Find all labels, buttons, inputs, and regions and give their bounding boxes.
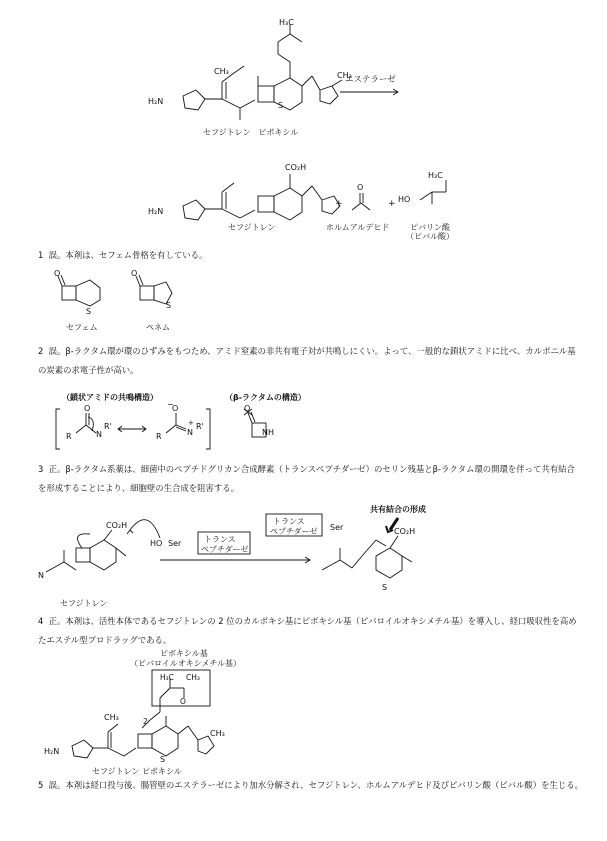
penem-s: S: [166, 301, 172, 310]
pivoxil-group-sub: （ピバロイルオキシメチル基）: [130, 659, 242, 668]
lactam-title: （β-ラクタムの構造）: [225, 393, 306, 402]
penem-label: ペネム: [146, 323, 170, 332]
product-name-formaldehyde: ホルムアルデヒド: [326, 223, 390, 232]
pivoxil-compound-name: セフジトレン ピボキシル: [92, 767, 182, 776]
pivoxil-ch3-3: CH₃: [210, 729, 225, 738]
pivoxil-s: S: [160, 755, 166, 764]
h2n-label-2: H₂N: [148, 207, 164, 216]
item-5-text: 誤。本剤は経口投与後、腸管壁のエステラーゼにより加水分解され、セフジトレン、ホルムアルデヒド及びピバリン酸（ピバル酸）を生じる。: [48, 780, 583, 790]
h2n-label: H₂N: [148, 97, 164, 106]
h3c-label: H₃C: [279, 18, 294, 27]
item-3-num: 3: [38, 464, 44, 474]
enzyme-box-1-line2: ペプチダーゼ: [201, 545, 249, 554]
resonance-n-1: N: [96, 430, 102, 439]
item-4-text: 正。本剤は、活性本体であるセフジトレンの 2 位のカルボキシ基にピボキシル基（ピバロイルオキシメチル基）を導入し、経口吸収性を高めたエステル型プロドラッグである。: [38, 616, 577, 645]
enzyme-box-2-line1: トランス: [273, 517, 305, 526]
product-name-cefditoren: セフジトレン: [228, 223, 276, 232]
resonance-structures: [0, 400, 607, 455]
product-structures: [0, 148, 607, 248]
item-4: [38, 612, 583, 650]
enzyme-box-1-line1: トランス: [204, 535, 236, 544]
item-1-text: 誤。本剤は、セフェム骨格を有している。: [48, 250, 208, 260]
item-4-num: 4: [38, 616, 44, 626]
mech-ser-2: Ser: [330, 523, 344, 532]
resonance-plus: +: [188, 419, 194, 427]
resonance-minus: −: [167, 400, 174, 409]
resonance-o-2: O: [172, 404, 179, 413]
reactant-name: セフジトレン ピボキシル: [203, 128, 299, 137]
covalent-label: 共有結合の形成: [370, 505, 426, 514]
item-2: [38, 342, 583, 380]
skeleton-structures: [0, 268, 607, 338]
o-label: O: [357, 183, 364, 192]
cephem-label: セフェム: [66, 323, 98, 332]
esterase-label: エステラーゼ: [345, 75, 396, 85]
item-1: [38, 246, 583, 265]
reactant-structure: [0, 0, 607, 150]
ch3-label-2: CH₃: [337, 71, 352, 80]
mechanism-scheme: [0, 500, 607, 610]
pivoxil-h3c: H₃C: [160, 673, 174, 682]
pivoxil-group-label: ピボキシル基: [160, 649, 208, 658]
chain-amide-title: （鎖状アミドの共鳴構造）: [62, 393, 158, 402]
h3c-label-2: H₃C: [428, 171, 443, 180]
resonance-rprime-2: R': [196, 422, 204, 431]
mech-right-s: S: [382, 583, 388, 592]
item-5-num: 5: [38, 780, 44, 790]
item-5: [38, 776, 583, 795]
resonance-r-1: R: [66, 432, 72, 441]
resonance-rprime-1: R': [104, 422, 112, 431]
resonance-r-2: R: [156, 432, 162, 441]
pivoxil-o: O: [180, 697, 186, 706]
item-2-num: 2: [38, 346, 44, 356]
mech-left-co2h: CO₂H: [106, 521, 128, 530]
pivoxil-structure: [0, 668, 607, 778]
resonance-o-1: O: [84, 404, 91, 413]
lactam-o: O: [244, 404, 251, 413]
pivoxil-num2: 2: [143, 717, 148, 726]
pivoxil-h2n: H₂N: [44, 747, 60, 756]
mech-ho: HO: [150, 539, 163, 548]
cephem-o: O: [54, 269, 61, 278]
co2h-label: CO₂H: [285, 163, 307, 172]
mech-drug-name: セフジトレン: [60, 599, 108, 608]
item-3: [38, 460, 583, 498]
product-name-pivalic: ピバリン酸: [410, 223, 450, 232]
enzyme-box-2-line2: ペプチダーゼ: [270, 527, 318, 536]
ho-label: HO: [398, 195, 411, 204]
penem-o: O: [131, 269, 138, 278]
ch3-label: CH₃: [214, 67, 229, 76]
pivoxil-ch3: CH₃: [186, 673, 200, 682]
cephem-s: S: [86, 307, 92, 316]
mech-left-n: N: [38, 571, 44, 580]
item-1-num: 1: [38, 250, 44, 260]
pivoxil-ch3-2: CH₃: [104, 713, 119, 722]
item-3-text: 正。β-ラクタム系薬は、細菌中のペプチドグリカン合成酵素（トランスペプチダーゼ）のセリン残基とβ-ラクタム環の開環を伴って共有結合を形成することにより、細胞壁の生合成を阻害する。: [38, 464, 575, 493]
s-label: S: [278, 101, 284, 110]
mech-ser-1: Ser: [168, 539, 182, 548]
item-2-text: 誤。β-ラクタム環が環のひずみをもつため、アミド窒素の非共有電子対が共鳴しにくい。よって、一般的な鎖状アミドに比べ、カルボニル基の炭素の求電子性が高い。: [38, 346, 576, 375]
plus-sign-2: +: [388, 199, 396, 209]
lactam-nh: NH: [262, 428, 274, 437]
resonance-n-2: N: [187, 428, 193, 437]
mech-right-co2h: CO₂H: [394, 527, 416, 536]
plus-sign-1: +: [335, 199, 343, 209]
product-name-pivalic-alt: （ピバル酸）: [406, 232, 454, 241]
